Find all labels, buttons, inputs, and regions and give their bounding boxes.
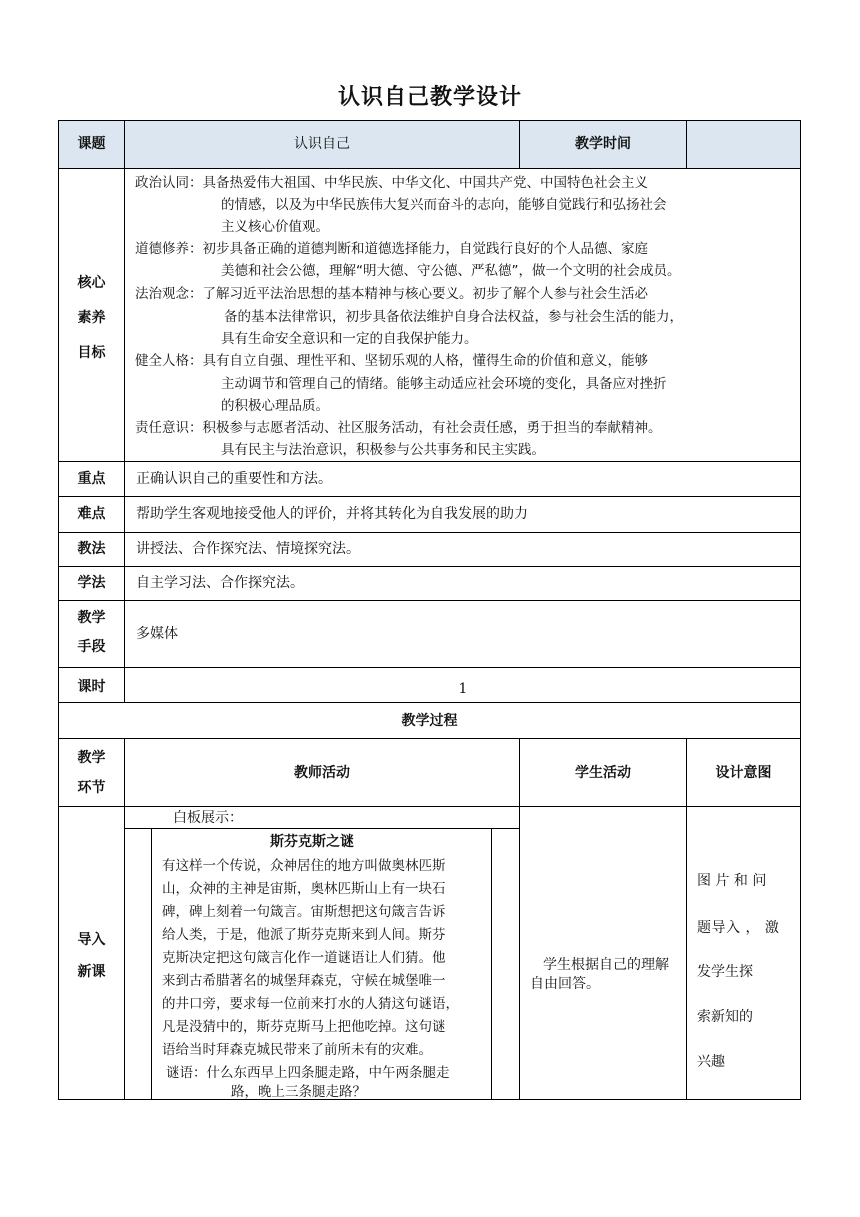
design-intent-line: 发学生探: [697, 964, 753, 980]
table-top-border: [58, 120, 801, 121]
goal-line: 具有民主与法治意识，积极参与公共事务和民主实践。: [221, 442, 545, 458]
story-box-right: [491, 828, 492, 1100]
story-line: 有这样一个传说，众神居住的地方叫做奥林匹斯: [162, 858, 446, 874]
story-box-top: [124, 828, 519, 829]
row-divider: [58, 496, 801, 497]
story-title: 斯芬克斯之谜: [270, 834, 354, 850]
header-divider: [686, 120, 687, 168]
stage-header-line: 教学: [77, 750, 106, 766]
label-column-divider: [124, 120, 125, 703]
story-line: 凡是没猜中的，斯芬克斯马上把他吃掉。这句谜: [162, 1019, 446, 1035]
document-title: 认识自己教学设计: [337, 85, 522, 110]
process-divider: [686, 738, 687, 1100]
teacher-activity-header: 教师活动: [294, 765, 350, 781]
goal-line: 法治观念：了解习近平法治思想的基本精神与核心要义。初步了解个人参与社会生活必: [135, 286, 648, 302]
label-column-divider: [124, 738, 125, 1100]
table-bottom-border: [58, 1099, 801, 1100]
core-goals-label-line: 核心: [77, 275, 106, 291]
riddle-line: 谜语：什么东西早上四条腿走路，中午两条腿走: [166, 1065, 450, 1081]
means-value: 多媒体: [136, 626, 178, 642]
design-intent-line: 题导入 ， 激: [697, 920, 780, 936]
goal-line: 备的基本法律常识，初步具备依法维护自身合法权益，参与社会生活的能力，: [224, 309, 683, 325]
goal-line: 健全人格：具有自立自强、理性平和、坚韧乐观的人格，懂得生命的价值和意义，能够: [135, 353, 648, 369]
teaching-method-label: 教法: [77, 541, 106, 557]
table-right-border: [800, 120, 801, 1100]
learning-method-label: 学法: [77, 575, 106, 591]
difficulty-value: 帮助学生客观地接受他人的评价，并将其转化为自我发展的助力: [136, 506, 528, 522]
row-divider: [58, 566, 801, 567]
teaching-method-value: 讲授法、合作探究法、情境探究法。: [136, 541, 360, 557]
goal-line: 的情感，以及为中华民族伟大复兴而奋斗的志向，能够自觉践行和弘扬社会: [221, 197, 667, 213]
story-line: 的井口旁，要求每一位前来打水的人猜这句谜语，: [162, 996, 459, 1012]
time-label: 教学时间: [575, 136, 631, 152]
goal-line: 美德和社会公德，理解“明大德、守公德、严私德”，做一个文明的社会成员。: [221, 263, 681, 279]
means-label-line: 手段: [77, 639, 106, 655]
core-goals-label-line: 目标: [77, 345, 106, 361]
stage-header-line: 环节: [77, 780, 106, 796]
process-section-title: 教学过程: [401, 713, 458, 729]
learning-method-value: 自主学习法、合作探究法。: [136, 575, 304, 591]
process-divider: [519, 738, 520, 1100]
story-line: 克斯决定把这句箴言化作一道谜语让人们猜。他: [162, 950, 446, 966]
story-line: 给人类，于是，他派了斯芬克斯来到人间。斯芬: [162, 927, 446, 943]
intro-stage-label: [59, 924, 124, 988]
student-activity-line: 学生根据自己的理解: [543, 957, 669, 973]
story-line: 来到古希腊著名的城堡拜森克，守候在城堡唯一: [162, 973, 446, 989]
goal-line: 责任意识：积极参与志愿者活动、社区服务活动，有社会责任感，勇于担当的奉献精神。: [135, 420, 662, 436]
hours-label: 课时: [77, 679, 106, 695]
key-point-value: 正确认识自己的重要性和方法。: [136, 471, 332, 487]
topic-value: 认识自己: [294, 136, 350, 152]
goal-line: 的积极心理品质。: [221, 398, 329, 414]
row-divider: [58, 702, 801, 703]
design-intent-line: 兴趣: [697, 1054, 725, 1070]
design-intent-line: 图 片 和 问: [697, 873, 767, 889]
goal-line: 政治认同：具备热爱伟大祖国、中华民族、中华文化、中国共产党、中国特色社会主义: [135, 175, 648, 191]
means-label: [59, 604, 124, 662]
row-divider: [58, 532, 801, 533]
riddle-line: 路，晚上三条腿走路？: [231, 1084, 366, 1100]
core-goals-label: [59, 266, 124, 371]
row-divider: [58, 667, 801, 668]
story-line: 碑，碑上刻着一句箴言。宙斯想把这句箴言告诉: [162, 904, 446, 920]
row-divider: [58, 600, 801, 601]
story-line: 语给当时拜森克城民带来了前所未有的灾难。: [162, 1042, 432, 1058]
goal-line: 主动调节和管理自己的情绪。能够主动适应社会环境的变化，具备应对挫折: [221, 376, 667, 392]
means-label-line: 教学: [77, 610, 106, 626]
hours-value: 1: [458, 681, 468, 697]
student-activity-header: 学生活动: [575, 765, 631, 781]
row-divider: [58, 806, 801, 807]
story-line: 山，众神的主神是宙斯，奥林匹斯山上有一块石: [162, 881, 446, 897]
difficulty-label: 难点: [77, 506, 106, 522]
row-divider: [58, 738, 801, 739]
design-intent-header: 设计意图: [715, 765, 772, 781]
goal-line: 主义核心价值观。: [221, 219, 329, 235]
intro-stage-line: 导入: [77, 932, 106, 948]
story-box-left: [151, 828, 152, 1100]
key-point-label: 重点: [77, 471, 106, 487]
row-divider: [58, 168, 801, 169]
goal-line: 道德修养：初步具备正确的道德判断和道德选择能力，自觉践行良好的个人品德、家庭: [135, 241, 648, 257]
goal-line: 具有生命安全意识和一定的自我保护能力。: [221, 331, 478, 347]
student-activity-line: 自由回答。: [530, 976, 600, 992]
topic-label: 课题: [77, 136, 106, 152]
whiteboard-label: 白板展示：: [173, 810, 243, 826]
design-intent-line: 索新知的: [697, 1009, 753, 1025]
stage-column-header: [59, 743, 124, 803]
intro-stage-line: 新课: [77, 964, 106, 980]
core-goals-label-line: 素养: [77, 310, 106, 326]
